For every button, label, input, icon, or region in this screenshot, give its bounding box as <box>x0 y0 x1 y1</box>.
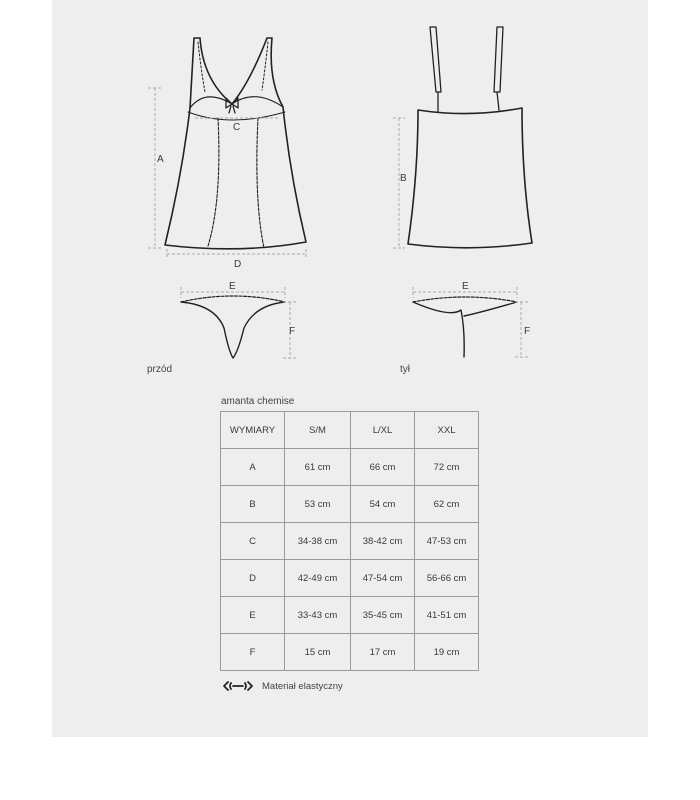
table-cell: 47-54 cm <box>351 560 415 597</box>
table-cell: F <box>221 634 285 671</box>
table-cell: 54 cm <box>351 486 415 523</box>
header-cell: WYMIARY <box>221 412 285 449</box>
table-cell: A <box>221 449 285 486</box>
table-cell: 62 cm <box>415 486 479 523</box>
table-row <box>221 634 479 671</box>
header-cell: L/XL <box>351 412 415 449</box>
front-thong-outline <box>181 296 285 358</box>
legend <box>222 680 343 692</box>
measure-label-d: D <box>234 259 242 270</box>
table-cell: B <box>221 486 285 523</box>
table-cell: 17 cm <box>351 634 415 671</box>
back-view-label: tył <box>400 364 410 375</box>
header-cell: S/M <box>285 412 351 449</box>
elastic-arrows-icon <box>222 680 254 692</box>
table-cell: E <box>221 597 285 634</box>
measure-label-e-back: E <box>462 281 469 292</box>
front-chemise-outline <box>165 38 306 249</box>
table-cell: 42-49 cm <box>285 560 351 597</box>
measure-label-f-front: F <box>289 326 296 337</box>
front-view-label: przód <box>147 364 173 375</box>
back-chemise-outline <box>408 27 532 248</box>
table-cell: 33-43 cm <box>285 597 351 634</box>
table-cell: 15 cm <box>285 634 351 671</box>
measure-label-e-front: E <box>229 281 236 292</box>
table-cell: 34-38 cm <box>285 523 351 560</box>
table-cell: C <box>221 523 285 560</box>
measure-label-c: C <box>233 122 241 133</box>
table-cell: 38-42 cm <box>351 523 415 560</box>
measure-d-line <box>167 249 306 259</box>
table-row <box>221 523 479 560</box>
back-thong-outline <box>413 297 517 357</box>
table-header-row <box>221 412 479 449</box>
table-row <box>221 560 479 597</box>
size-table <box>220 411 479 671</box>
header-cell: XXL <box>415 412 479 449</box>
table-cell: 35-45 cm <box>351 597 415 634</box>
table-row <box>221 597 479 634</box>
legend-text: Materiał elastyczny <box>262 680 343 692</box>
table-row <box>221 486 479 523</box>
table-cell: 61 cm <box>285 449 351 486</box>
measure-label-f-back: F <box>524 326 531 337</box>
table-cell: 19 cm <box>415 634 479 671</box>
table-cell: 53 cm <box>285 486 351 523</box>
bow-icon <box>226 98 238 113</box>
table-cell: 66 cm <box>351 449 415 486</box>
table-cell: D <box>221 560 285 597</box>
table-cell: 41-51 cm <box>415 597 479 634</box>
measure-label-a: A <box>157 154 164 165</box>
table-cell: 72 cm <box>415 449 479 486</box>
measure-label-b: B <box>400 173 407 184</box>
table-cell: 56-66 cm <box>415 560 479 597</box>
table-row <box>221 449 479 486</box>
product-title: amanta chemise <box>221 396 295 407</box>
measure-a-line <box>148 88 162 248</box>
table-cell: 47-53 cm <box>415 523 479 560</box>
